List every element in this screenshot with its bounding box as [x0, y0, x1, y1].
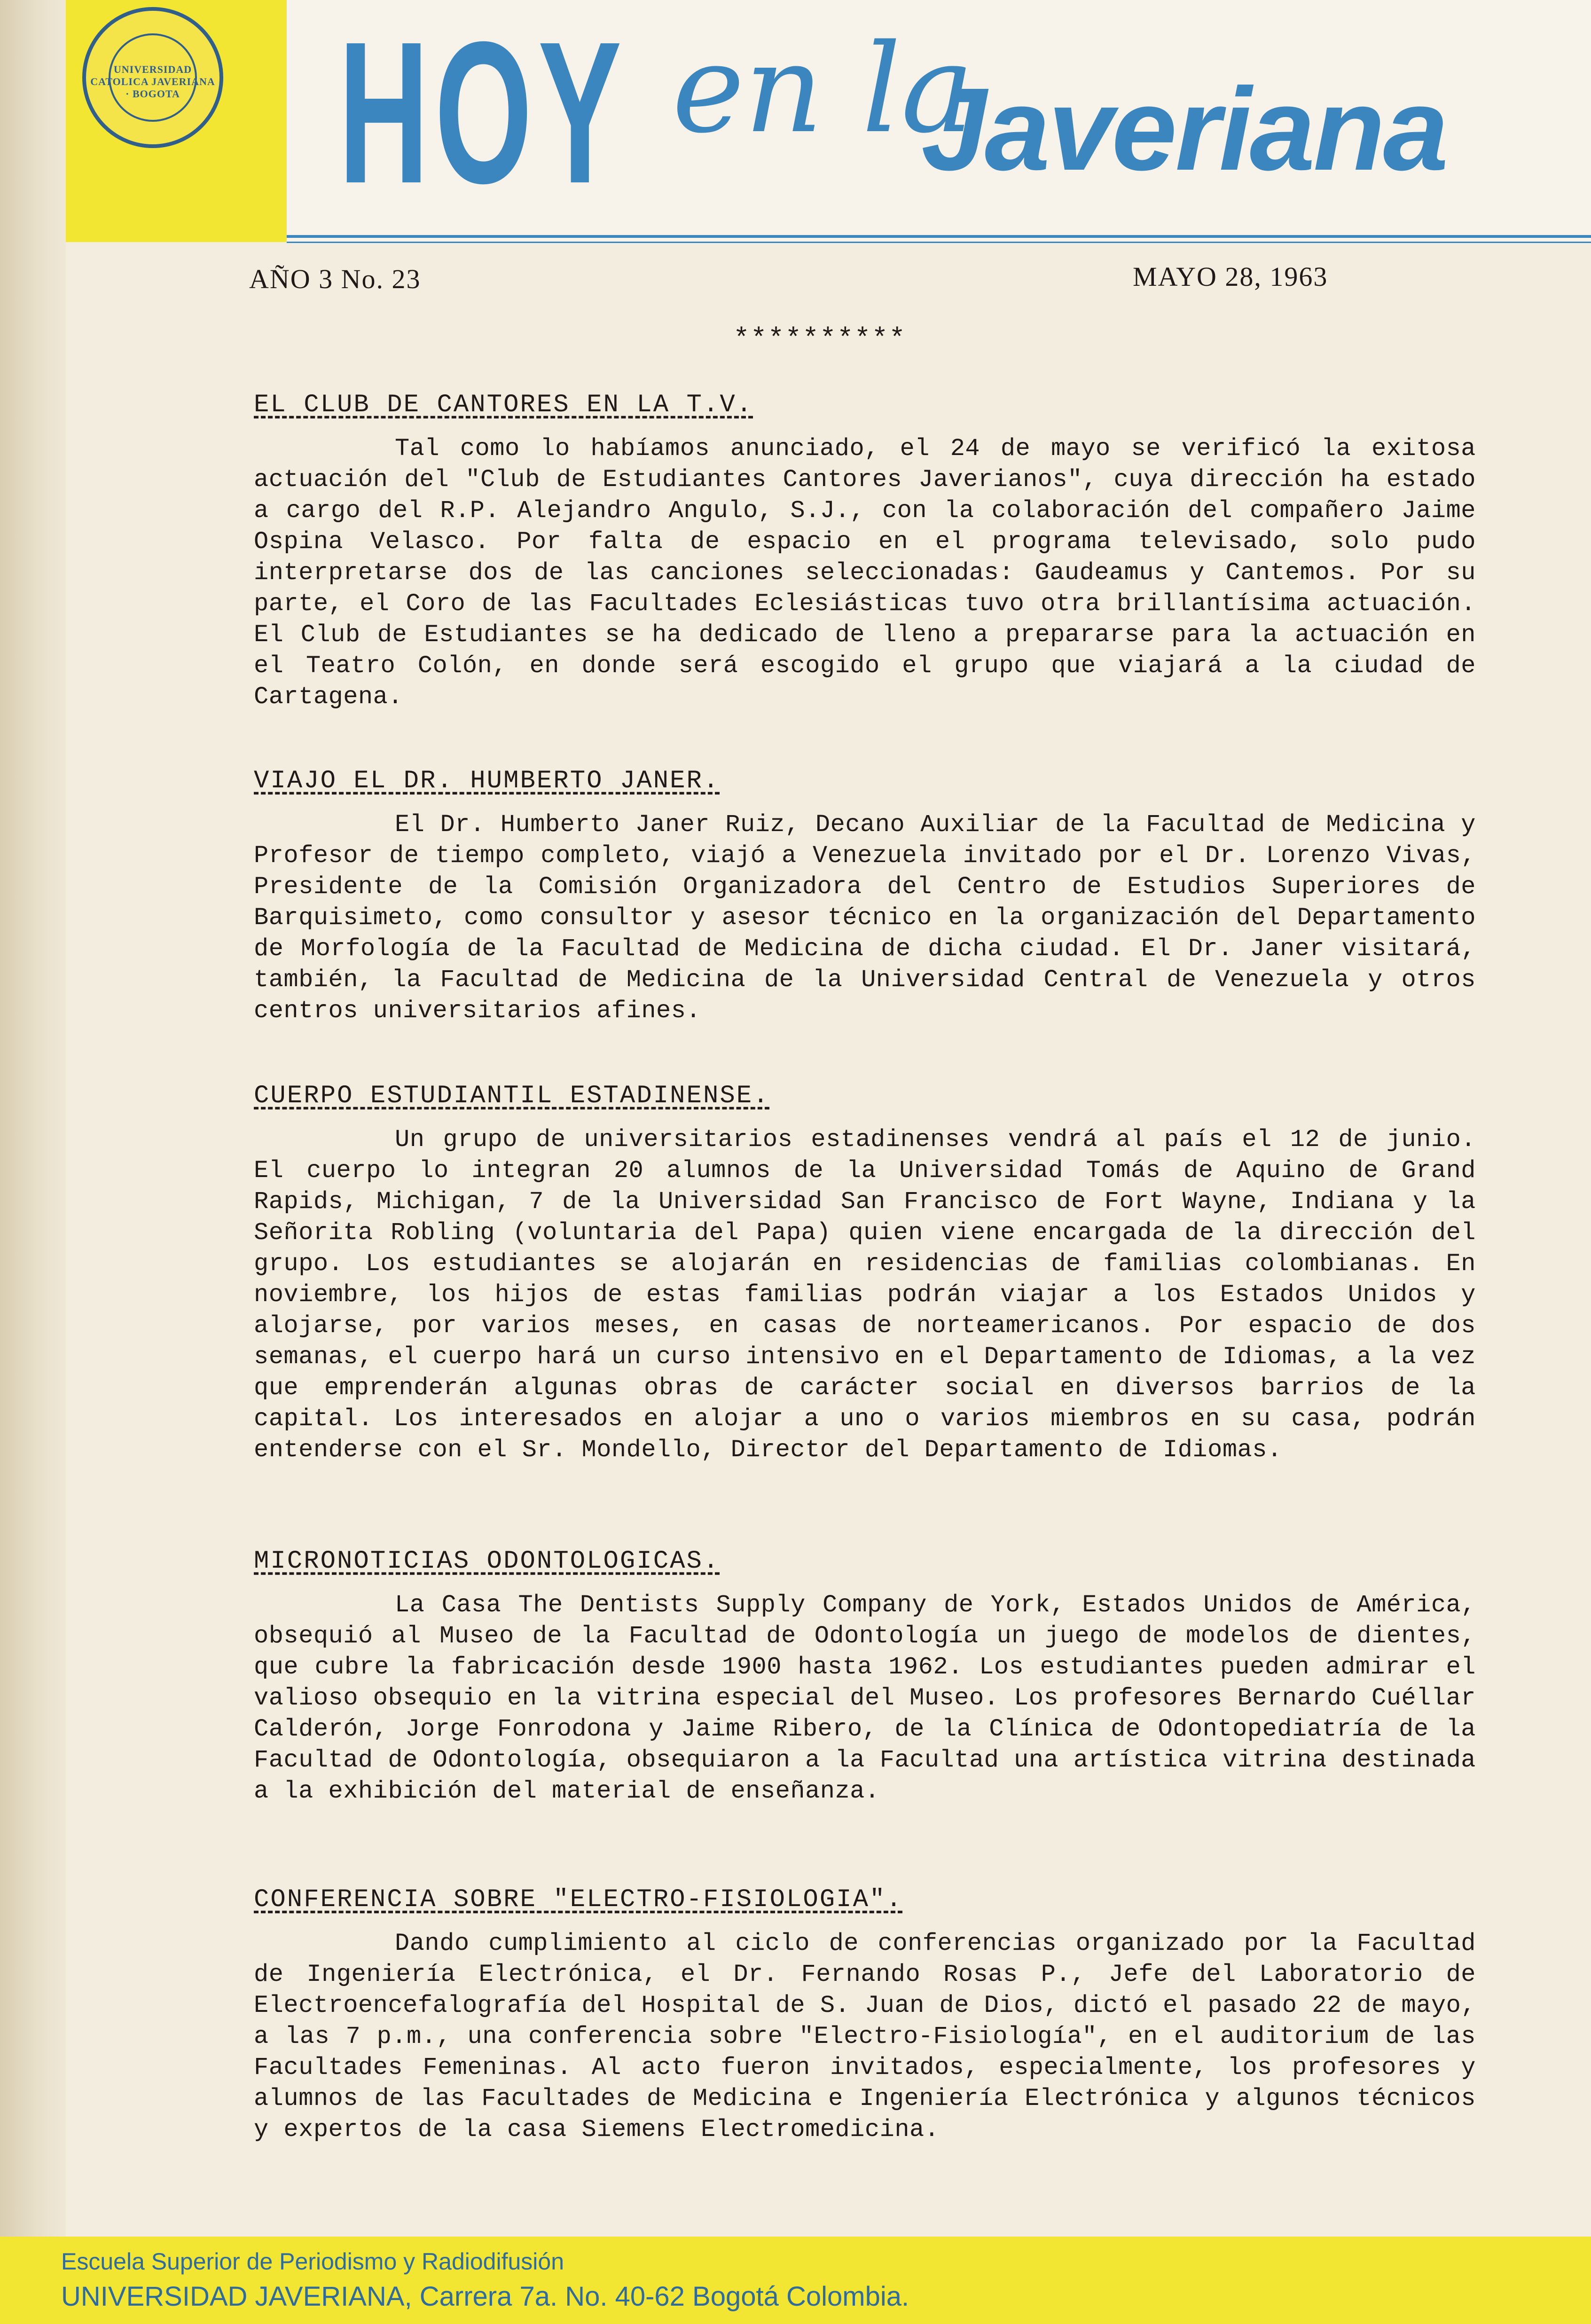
article-headline: MICRONOTICIAS ODONTOLOGICAS. — [254, 1547, 720, 1576]
masthead-rule — [287, 235, 1591, 238]
footer-address: UNIVERSIDAD JAVERIANA, Carrera 7a. No. 40-62 Bogotá Colombia. — [61, 2281, 909, 2312]
masthead-rule-thin — [287, 242, 1591, 243]
article-headline: CUERPO ESTUDIANTIL ESTADINENSE. — [254, 1082, 770, 1110]
article-cuerpo-estudiantil — [254, 1081, 1476, 1466]
masthead-title-hoy: HOY — [338, 0, 627, 226]
article-body: Tal como lo habíamos anunciado, el 24 de mayo se verificó la exitosa actuación del "Club de Estudiantes Cantores Javerianos", cuya dirección ha estado a cargo del R.P. Alejandro Angulo, S.J., con la colaboración del compañero Jaime Ospina Velasco. Por falta de espacio en el programa televisado, solo pudo interpretarse dos de las canciones seleccionadas: Gaudeamus y Cantemos. Por su parte, el Coro de las Facultades Eclesiásticas tuvo otra brillantísima actuación. El Club de Estudiantes se ha dedicado de lleno a prepararse para la actuación en el Teatro Colón, en donde será escogido el grupo que viajará a la ciudad de Cartagena. — [254, 435, 1476, 711]
university-seal-icon — [82, 7, 223, 148]
issue-number: AÑO 3 No. 23 — [249, 264, 421, 294]
article-headline: VIAJO EL DR. HUMBERTO JANER. — [254, 767, 720, 795]
article-headline: EL CLUB DE CANTORES EN LA T.V. — [254, 391, 753, 419]
article-conferencia — [254, 1885, 1476, 2145]
article-body: Dando cumplimiento al ciclo de conferencias organizado por la Facultad de Ingeniería Electrónica, el Dr. Fernando Rosas P., Jefe del Laboratorio de Electroencefalografía del Hospital de S. Juan de Dios, dictó el pasado 22 de mayo, a las 7 p.m., una conferencia sobre "Electro-Fisiología", en el auditorium de las Facultades Femeninas. Al acto fueron invitados, especialmente, los profesores y alumnos de las Facultades de Medicina e Ingeniería Electrónica y algunos técnicos y expertos de la casa Siemens Electromedicina. — [254, 1930, 1476, 2143]
masthead-title-en-la: en la — [672, 18, 974, 160]
masthead-title-javeriana: Javeriana — [921, 63, 1447, 195]
article-body: El Dr. Humberto Janer Ruiz, Decano Auxiliar de la Facultad de Medicina y Profesor de tiempo completo, viajó a Venezuela invitado por el Dr. Lorenzo Vivas, Presidente de la Comisión Organizadora del Centro de Estudios Superiores de Barquisimeto, como consultor y asesor técnico en la organización del Departamento de Morfología de la Facultad de Medicina de dicha ciudad. El Dr. Janer visitará, también, la Facultad de Medicina de la Universidad Central de Venezuela y otros centros universitarios afines. — [254, 811, 1476, 1025]
article-headline: CONFERENCIA SOBRE "ELECTRO-FISIOLOGIA". — [254, 1885, 903, 1914]
section-separator: ********** — [733, 324, 907, 355]
page-edge — [0, 0, 66, 2324]
article-body: Un grupo de universitarios estadinenses vendrá al país el 12 de junio. El cuerpo lo integran 20 alumnos de la Universidad Tomás de Aquino de Grand Rapids, Michigan, 7 de la Universidad San Francisco de Fort Wayne, Indiana y la Señorita Robling (voluntaria del Papa) quien viene encargada de la dirección del grupo. Los estudiantes se alojarán en residencias de familias colombianas. En noviembre, los hijos de estas familias podrán viajar a los Estados Unidos y alojarse, por varios meses, en casas de norteamericanos. Por espacio de dos semanas, el cuerpo hará un curso intensivo en el Departamento de Idiomas, a la vez que emprenderán algunas obras de carácter social en diversos barrios de la capital. Los interesados en alojar a uno o varios miembros en su casa, podrán entenderse con el Sr. Mondello, Director del Departamento de Idiomas. — [254, 1126, 1476, 1464]
article-viaje-janer — [254, 766, 1476, 1027]
article-micronoticias — [254, 1547, 1476, 1807]
seal-text: UNIVERSIDAD CATOLICA JAVERIANA · BOGOTA — [90, 63, 215, 100]
footer-school: Escuela Superior de Periodismo y Radiodifusión — [61, 2248, 564, 2275]
issue-date: MAYO 28, 1963 — [1133, 261, 1328, 292]
article-body: La Casa The Dentists Supply Company de York, Estados Unidos de América, obsequió al Museo de la Facultad de Odontología un juego de modelos de dientes, que cubre la fabricación desde 1900 hasta 1962. Los estudiantes pueden admirar el valioso obsequio en la vitrina especial del Museo. Los profesores Bernardo Cuéllar Calderón, Jorge Fonrodona y Jaime Ribero, de la Clínica de Odontopediatría de la Facultad de Odontología, obsequiaron a la Facultad una artística vitrina destinada a la exhibición del material de enseñanza. — [254, 1591, 1476, 1805]
article-club-cantores — [254, 390, 1476, 713]
